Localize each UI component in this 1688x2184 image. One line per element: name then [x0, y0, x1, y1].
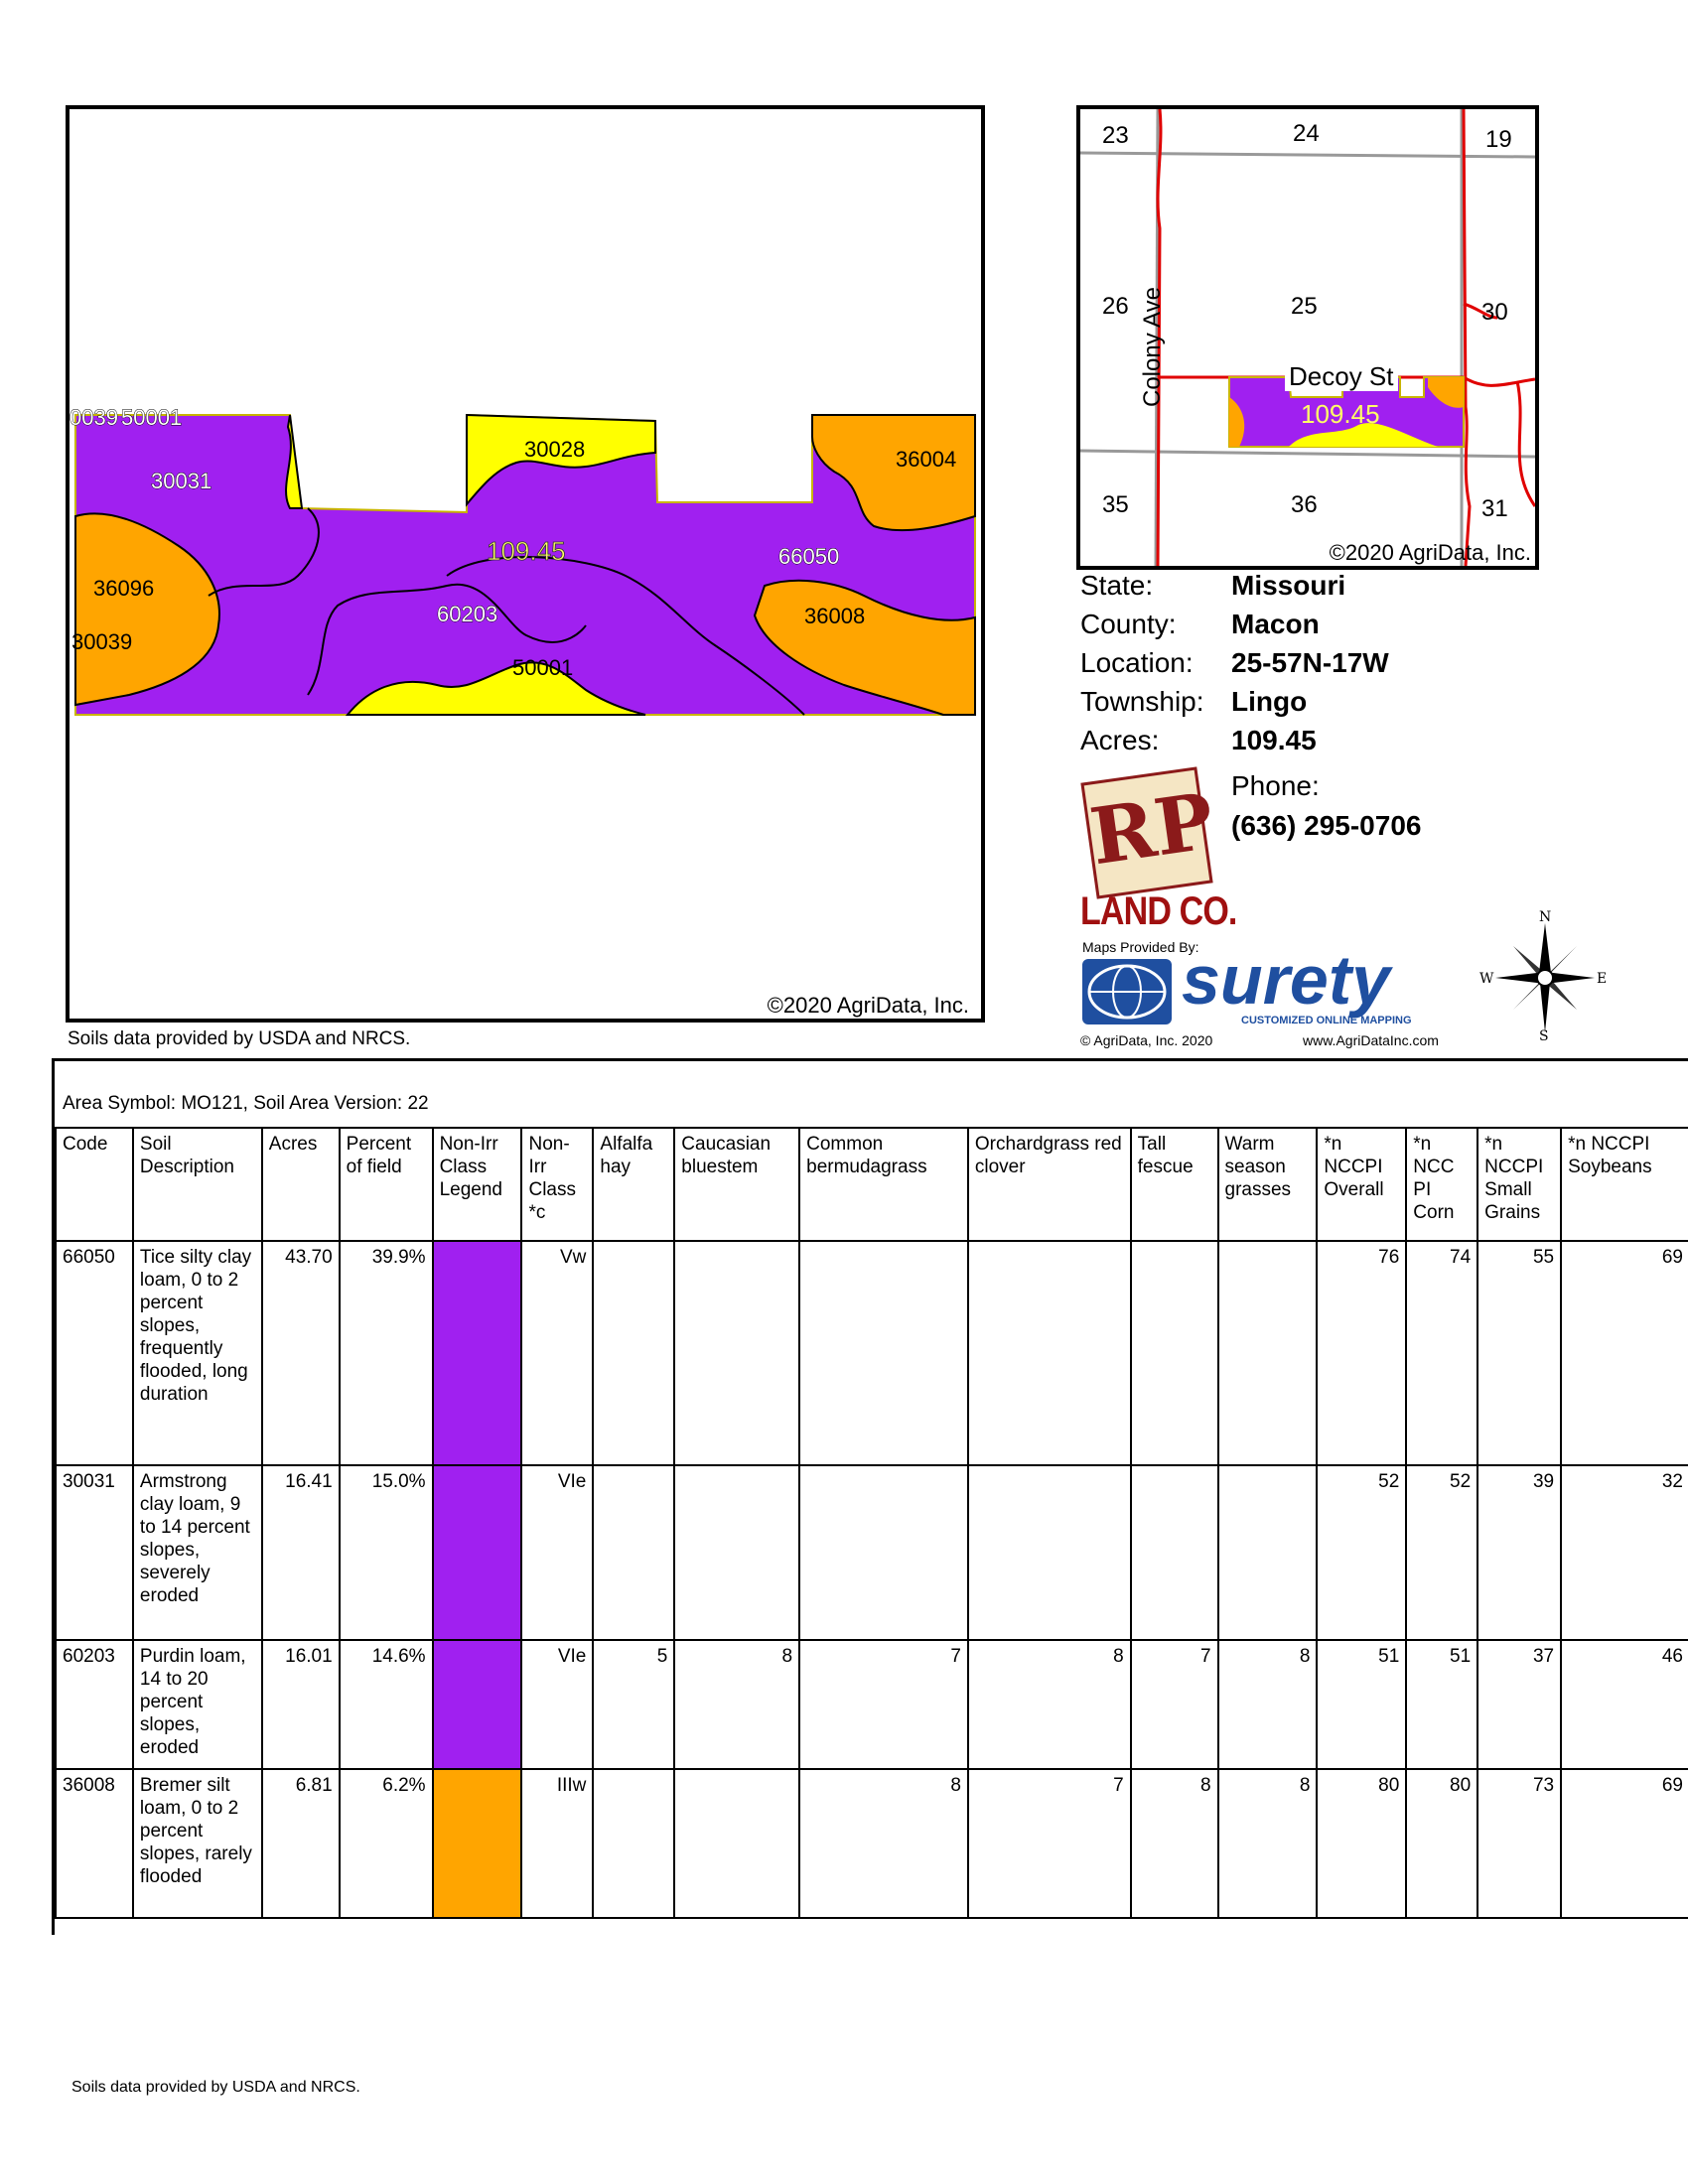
orchard-cell: 7 [968, 1769, 1131, 1918]
code-cell: 60203 [56, 1640, 133, 1769]
compass-s: S [1539, 1028, 1549, 1044]
soil-map-canvas [70, 109, 981, 1019]
overall-cell: 76 [1317, 1241, 1406, 1465]
acres-key: Acres: [1080, 725, 1160, 755]
class-cell: IIIw [521, 1769, 593, 1918]
phone-key: Phone: [1231, 770, 1320, 801]
rp-logo-text: RP [1084, 776, 1219, 884]
header-cell: Alfalfa hay [593, 1128, 674, 1241]
road [1464, 109, 1470, 566]
code-cell: 36008 [56, 1769, 133, 1918]
soil-label: 50001 [121, 405, 183, 430]
orchard-cell [968, 1465, 1131, 1640]
surety-globe-icon [1082, 959, 1172, 1024]
overall-cell: 52 [1317, 1465, 1406, 1640]
state-key: State: [1080, 570, 1154, 601]
small-grains-cell: 37 [1477, 1640, 1561, 1769]
table-row [56, 1769, 1688, 1918]
soil-label: 0039 [70, 405, 118, 430]
percent-cell: 15.0% [340, 1465, 433, 1640]
section-number: 31 [1481, 495, 1508, 522]
compass-rose-icon [1479, 909, 1608, 1044]
soil-label: 60203 [437, 602, 498, 626]
acres-cell: 43.70 [262, 1241, 340, 1465]
code-cell: 66050 [56, 1241, 133, 1465]
soil-label: 30039 [71, 629, 133, 654]
section-number: 23 [1102, 122, 1129, 149]
location-key: Location: [1080, 647, 1194, 678]
alfalfa-cell [593, 1769, 674, 1918]
warm-cell: 8 [1218, 1640, 1318, 1769]
acres-cell: 6.81 [262, 1769, 340, 1918]
acres-label: 109.45 [1301, 399, 1380, 429]
header-cell: Code [56, 1128, 133, 1241]
rp-logo [1080, 766, 1219, 898]
percent-cell: 6.2% [340, 1769, 433, 1918]
location-value: 25-57N-17W [1231, 647, 1389, 678]
acres-label: 109.45 [487, 536, 566, 566]
section-number: 36 [1291, 491, 1318, 518]
alfalfa-cell: 5 [593, 1640, 674, 1769]
acres-value: 109.45 [1231, 725, 1317, 755]
soil-map [66, 105, 985, 1023]
bermuda-cell: 8 [799, 1769, 968, 1918]
caucasian-cell [674, 1769, 799, 1918]
soil-label: 66050 [778, 544, 840, 569]
header-cell: Non-Irr Class *c [521, 1128, 593, 1241]
header-cell: Warm season grasses [1218, 1128, 1318, 1241]
soil-label: 36004 [896, 447, 957, 472]
desc-cell: Purdin loam, 14 to 20 percent slopes, eroded [133, 1640, 262, 1769]
table-row [56, 1465, 1688, 1640]
fescue-cell [1131, 1241, 1218, 1465]
class-cell: Vw [521, 1241, 593, 1465]
county-value: Macon [1231, 609, 1320, 639]
soil-label: 30028 [524, 437, 586, 462]
soil-table [52, 1058, 1688, 1935]
locator-map-canvas [1080, 109, 1535, 566]
bermuda-cell [799, 1241, 968, 1465]
caucasian-cell [674, 1465, 799, 1640]
bermuda-cell: 7 [799, 1640, 968, 1769]
township-value: Lingo [1231, 686, 1308, 717]
county-key: County: [1080, 609, 1177, 639]
section-number: 26 [1102, 293, 1129, 320]
corn-cell: 80 [1406, 1769, 1477, 1918]
header-cell: Acres [262, 1128, 340, 1241]
soybeans-cell: 69 [1561, 1769, 1688, 1918]
table-row [56, 1241, 1688, 1465]
section-number: 25 [1291, 293, 1318, 320]
soil-label: 36096 [93, 576, 155, 601]
phone-value: (636) 295-0706 [1231, 810, 1422, 841]
road [1517, 381, 1535, 506]
soybeans-cell: 46 [1561, 1640, 1688, 1769]
section-number: 35 [1102, 491, 1129, 518]
section-number: 19 [1485, 126, 1512, 153]
legend-swatch [433, 1769, 522, 1918]
road [1464, 377, 1535, 385]
percent-cell: 39.9% [340, 1241, 433, 1465]
maps-provided-by: Maps Provided By: [1082, 939, 1199, 955]
land-co-text: LAND CO. [1080, 889, 1237, 933]
locator-copyright: ©2020 AgriData, Inc. [1329, 540, 1531, 565]
surety-wordmark: surety [1182, 941, 1391, 1019]
table-row [56, 1640, 1688, 1769]
locator-map [1076, 105, 1539, 570]
desc-cell: Bremer silt loam, 0 to 2 percent slopes, rarely flooded [133, 1769, 262, 1918]
soil-data-table [55, 1127, 1688, 1919]
corn-cell: 52 [1406, 1465, 1477, 1640]
header-cell: *n NCCPI Soybeans [1561, 1128, 1688, 1241]
caucasian-cell: 8 [674, 1640, 799, 1769]
section-number: 30 [1481, 299, 1508, 326]
soybeans-cell: 69 [1561, 1241, 1688, 1465]
acres-cell: 16.01 [262, 1640, 340, 1769]
small-grains-cell: 39 [1477, 1465, 1561, 1640]
township-key: Township: [1080, 686, 1204, 717]
warm-cell: 8 [1218, 1769, 1318, 1918]
small-grains-cell: 55 [1477, 1241, 1561, 1465]
legend-swatch [433, 1640, 522, 1769]
overall-cell: 51 [1317, 1640, 1406, 1769]
header-cell: Common bermudagrass [799, 1128, 968, 1241]
fescue-cell: 7 [1131, 1640, 1218, 1769]
class-cell: VIe [521, 1640, 593, 1769]
header-cell: Caucasian bluestem [674, 1128, 799, 1241]
orchard-cell [968, 1241, 1131, 1465]
table-header-row [56, 1128, 1688, 1241]
corn-cell: 74 [1406, 1241, 1477, 1465]
compass-n: N [1539, 909, 1552, 925]
code-cell: 30031 [56, 1465, 133, 1640]
soybeans-cell: 32 [1561, 1465, 1688, 1640]
fescue-cell [1131, 1465, 1218, 1640]
header-cell: Orchardgrass red clover [968, 1128, 1131, 1241]
desc-cell: Armstrong clay loam, 9 to 14 percent slopes, severely eroded [133, 1465, 262, 1640]
class-cell: VIe [521, 1465, 593, 1640]
soils-source-note: Soils data provided by USDA and NRCS. [68, 1028, 411, 1049]
soil-label: 50001 [512, 655, 574, 680]
alfalfa-cell [593, 1465, 674, 1640]
header-cell: Non-Irr Class Legend [433, 1128, 522, 1241]
agridata-url: www.AgriDataInc.com [1303, 1032, 1439, 1048]
alfalfa-cell [593, 1241, 674, 1465]
bermuda-cell [799, 1465, 968, 1640]
header-cell: Percent of field [340, 1128, 433, 1241]
corn-cell: 51 [1406, 1640, 1477, 1769]
orchard-cell: 8 [968, 1640, 1131, 1769]
overall-cell: 80 [1317, 1769, 1406, 1918]
state-value: Missouri [1231, 570, 1346, 601]
header-cell: *n NCCPI Small Grains [1477, 1128, 1561, 1241]
desc-cell: Tice silty clay loam, 0 to 2 percent slopes, frequently flooded, long duration [133, 1241, 262, 1465]
small-grains-cell: 73 [1477, 1769, 1561, 1918]
soil-label: 30031 [151, 469, 212, 493]
surety-tagline: CUSTOMIZED ONLINE MAPPING [1241, 1015, 1412, 1026]
road-label: Decoy St [1289, 361, 1394, 391]
compass-w: W [1479, 971, 1494, 987]
area-symbol: Area Symbol: MO121, Soil Area Version: 22 [63, 1093, 429, 1114]
acres-cell: 16.41 [262, 1465, 340, 1640]
caucasian-cell [674, 1241, 799, 1465]
section-number: 24 [1293, 120, 1320, 147]
footer-source-note: Soils data provided by USDA and NRCS. [71, 2079, 360, 2096]
compass-e: E [1597, 971, 1608, 987]
percent-cell: 14.6% [340, 1640, 433, 1769]
header-cell: Tall fescue [1131, 1128, 1218, 1241]
warm-cell [1218, 1241, 1318, 1465]
road-label: Colony Ave [1139, 287, 1166, 407]
legend-swatch [433, 1241, 522, 1465]
header-cell: *n NCC PI Corn [1406, 1128, 1477, 1241]
map-copyright: ©2020 AgriData, Inc. [767, 993, 969, 1018]
header-cell: Soil Description [133, 1128, 262, 1241]
warm-cell [1218, 1465, 1318, 1640]
legend-swatch [433, 1465, 522, 1640]
soil-label: 36008 [804, 604, 866, 628]
agridata-copyright: © AgriData, Inc. 2020 [1080, 1032, 1213, 1048]
header-cell: *n NCCPI Overall [1317, 1128, 1406, 1241]
fescue-cell: 8 [1131, 1769, 1218, 1918]
